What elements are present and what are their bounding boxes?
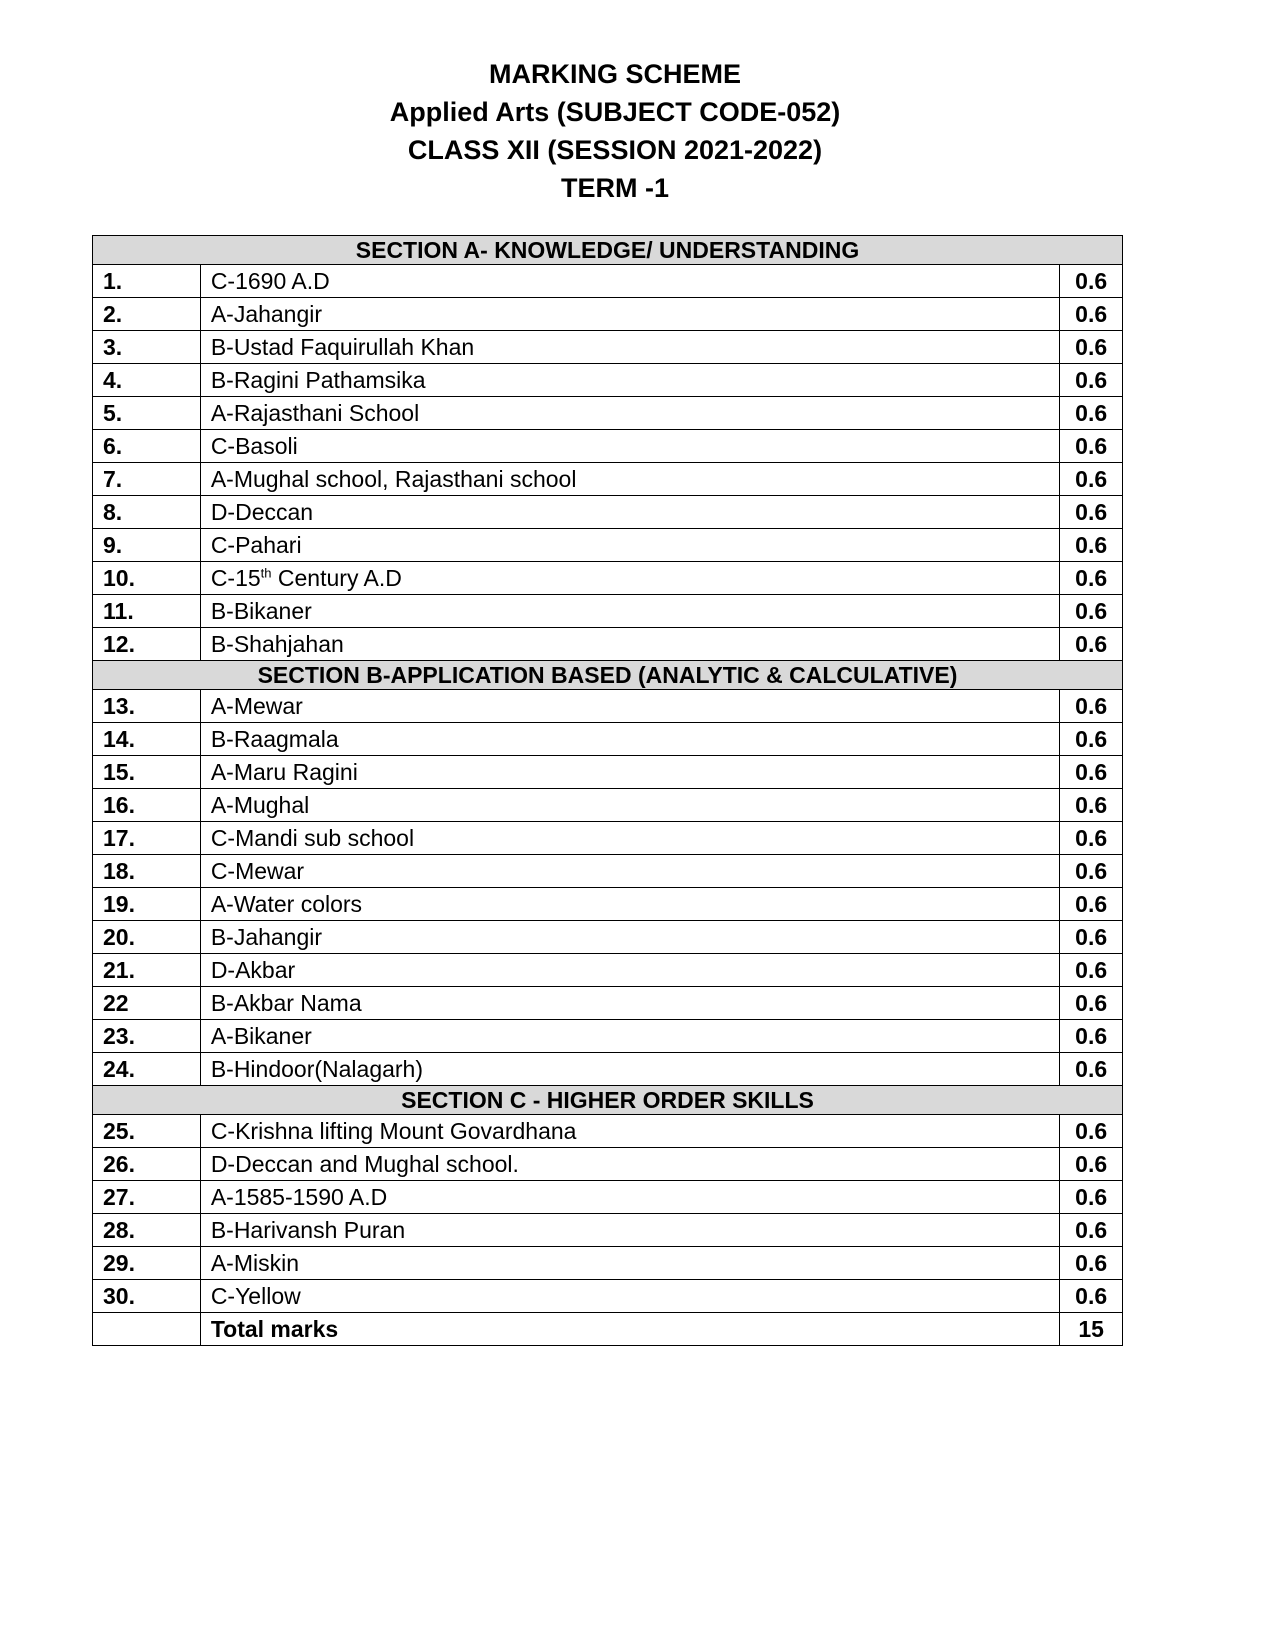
marks-cell: 0.6: [1060, 1214, 1123, 1247]
answer-cell: C-Mewar: [200, 855, 1060, 888]
table-row: [93, 822, 1123, 855]
answer-cell: A-Rajasthani School: [200, 397, 1060, 430]
question-number: 21.: [93, 954, 201, 987]
question-number: 30.: [93, 1280, 201, 1313]
question-number: 22: [93, 987, 201, 1020]
answer-cell: B-Jahangir: [200, 921, 1060, 954]
title-class-session: CLASS XII (SESSION 2021-2022): [407, 135, 823, 165]
table-row: [93, 628, 1123, 661]
marks-cell: 0.6: [1060, 496, 1123, 529]
marks-cell: 0.6: [1060, 595, 1123, 628]
table-row: [93, 1053, 1123, 1086]
table-row: [93, 496, 1123, 529]
table-row: [93, 529, 1123, 562]
table-row: [93, 1214, 1123, 1247]
marks-cell: 0.6: [1060, 430, 1123, 463]
answer-cell: B-Akbar Nama: [200, 987, 1060, 1020]
total-label: Total marks: [200, 1313, 1060, 1346]
table-row: [93, 331, 1123, 364]
table-row: [93, 1115, 1123, 1148]
question-number: 17.: [93, 822, 201, 855]
question-number: 5.: [93, 397, 201, 430]
marks-cell: 0.6: [1060, 921, 1123, 954]
section-c-header-row: [93, 1086, 1123, 1115]
section-c-title: SECTION C - HIGHER ORDER SKILLS: [93, 1086, 1123, 1115]
marks-cell: 0.6: [1060, 529, 1123, 562]
marks-cell: 0.6: [1060, 397, 1123, 430]
question-number: 16.: [93, 789, 201, 822]
marking-scheme-body: [93, 236, 1123, 1346]
marks-cell: 0.6: [1060, 298, 1123, 331]
table-row: [93, 987, 1123, 1020]
answer-cell: D-Deccan and Mughal school.: [200, 1148, 1060, 1181]
answer-text-suffix: Century A.D: [271, 565, 402, 591]
marks-cell: 0.6: [1060, 690, 1123, 723]
answer-cell: A-Mughal school, Rajasthani school: [200, 463, 1060, 496]
section-a-header-row: [93, 236, 1123, 265]
total-empty-cell: [93, 1313, 201, 1346]
question-number: 26.: [93, 1148, 201, 1181]
question-number: 4.: [93, 364, 201, 397]
marks-cell: 0.6: [1060, 756, 1123, 789]
answer-cell: A-Miskin: [200, 1247, 1060, 1280]
marks-cell: 0.6: [1060, 265, 1123, 298]
table-row: [93, 1181, 1123, 1214]
answer-cell: C-Mandi sub school: [200, 822, 1060, 855]
question-number: 9.: [93, 529, 201, 562]
question-number: 3.: [93, 331, 201, 364]
table-row: [93, 888, 1123, 921]
section-b-header-row: [93, 661, 1123, 690]
answer-cell: B-Raagmala: [200, 723, 1060, 756]
answer-cell: C-Krishna lifting Mount Govardhana: [200, 1115, 1060, 1148]
question-number: 19.: [93, 888, 201, 921]
answer-cell: C-Pahari: [200, 529, 1060, 562]
marks-cell: 0.6: [1060, 1181, 1123, 1214]
section-b-title: SECTION B-APPLICATION BASED (ANALYTIC & CALCULATIVE): [93, 661, 1123, 690]
title-marking-scheme: MARKING SCHEME: [488, 59, 741, 89]
answer-cell: B-Harivansh Puran: [200, 1214, 1060, 1247]
marks-cell: 0.6: [1060, 954, 1123, 987]
question-number: 29.: [93, 1247, 201, 1280]
answer-cell: D-Akbar: [200, 954, 1060, 987]
question-number: 27.: [93, 1181, 201, 1214]
question-number: 7.: [93, 463, 201, 496]
table-row: [93, 364, 1123, 397]
answer-cell: A-Water colors: [200, 888, 1060, 921]
question-number: 14.: [93, 723, 201, 756]
table-row: [93, 1247, 1123, 1280]
answer-text-prefix: C-15: [210, 565, 261, 591]
answer-cell: C-Basoli: [200, 430, 1060, 463]
marks-cell: 0.6: [1060, 1053, 1123, 1086]
answer-cell: B-Ragini Pathamsika: [200, 364, 1060, 397]
answer-cell: B-Bikaner: [200, 595, 1060, 628]
answer-cell: B-Ustad Faquirullah Khan: [200, 331, 1060, 364]
question-number: 11.: [93, 595, 201, 628]
marks-cell: 0.6: [1060, 822, 1123, 855]
marks-cell: 0.6: [1060, 888, 1123, 921]
marks-cell: 0.6: [1060, 463, 1123, 496]
answer-cell: [200, 562, 1060, 595]
table-row: [93, 1020, 1123, 1053]
table-row: [93, 855, 1123, 888]
table-row: [93, 690, 1123, 723]
total-row: [93, 1313, 1123, 1346]
marks-cell: 0.6: [1060, 855, 1123, 888]
total-value: 15: [1060, 1313, 1123, 1346]
marks-cell: 0.6: [1060, 1148, 1123, 1181]
marks-cell: 0.6: [1060, 1020, 1123, 1053]
question-number: 13.: [93, 690, 201, 723]
answer-cell: B-Hindoor(Nalagarh): [200, 1053, 1060, 1086]
table-row: [93, 1280, 1123, 1313]
table-row: [93, 756, 1123, 789]
question-number: 8.: [93, 496, 201, 529]
table-row: [93, 265, 1123, 298]
document-heading: [0, 55, 1230, 207]
table-row: [93, 298, 1123, 331]
question-number: 15.: [93, 756, 201, 789]
marking-scheme-table: [92, 235, 1123, 1346]
table-row: [93, 595, 1123, 628]
answer-cell: A-Mewar: [200, 690, 1060, 723]
answer-cell: A-Bikaner: [200, 1020, 1060, 1053]
title-term: TERM -1: [561, 173, 669, 203]
marks-cell: 0.6: [1060, 1247, 1123, 1280]
table-row: [93, 789, 1123, 822]
question-number: 25.: [93, 1115, 201, 1148]
answer-cell: A-Mughal: [200, 789, 1060, 822]
question-number: 28.: [93, 1214, 201, 1247]
answer-cell: A-Jahangir: [200, 298, 1060, 331]
question-number: 24.: [93, 1053, 201, 1086]
question-number: 20.: [93, 921, 201, 954]
question-number: 6.: [93, 430, 201, 463]
marks-cell: 0.6: [1060, 562, 1123, 595]
marks-cell: 0.6: [1060, 789, 1123, 822]
marks-cell: 0.6: [1060, 987, 1123, 1020]
table-row: [93, 921, 1123, 954]
marks-cell: 0.6: [1060, 1115, 1123, 1148]
marks-cell: 0.6: [1060, 723, 1123, 756]
answer-cell: A-1585-1590 A.D: [200, 1181, 1060, 1214]
table-row: [93, 562, 1123, 595]
table-row: [93, 430, 1123, 463]
table-row: [93, 954, 1123, 987]
marks-cell: 0.6: [1060, 331, 1123, 364]
marks-cell: 0.6: [1060, 628, 1123, 661]
question-number: 10.: [93, 562, 201, 595]
question-number: 23.: [93, 1020, 201, 1053]
answer-cell: D-Deccan: [200, 496, 1060, 529]
question-number: 18.: [93, 855, 201, 888]
answer-cell: B-Shahjahan: [200, 628, 1060, 661]
table-row: [93, 1148, 1123, 1181]
question-number: 2.: [93, 298, 201, 331]
answer-cell: C-1690 A.D: [200, 265, 1060, 298]
section-a-title: SECTION A- KNOWLEDGE/ UNDERSTANDING: [93, 236, 1123, 265]
table-row: [93, 463, 1123, 496]
answer-cell: A-Maru Ragini: [200, 756, 1060, 789]
question-number: 1.: [93, 265, 201, 298]
marks-cell: 0.6: [1060, 1280, 1123, 1313]
title-subject: Applied Arts (SUBJECT CODE-052): [389, 97, 841, 127]
table-row: [93, 723, 1123, 756]
table-row: [93, 397, 1123, 430]
marks-cell: 0.6: [1060, 364, 1123, 397]
answer-text-superscript: th: [260, 565, 272, 581]
question-number: 12.: [93, 628, 201, 661]
answer-cell: C-Yellow: [200, 1280, 1060, 1313]
